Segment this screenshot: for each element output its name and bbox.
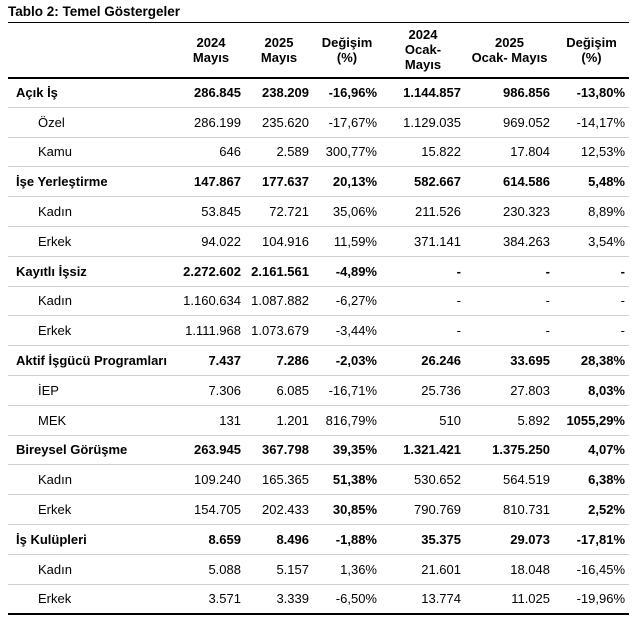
row-label: Kadın	[8, 465, 177, 495]
table-cell: -	[381, 256, 465, 286]
table-cell: 810.731	[465, 495, 554, 525]
table-caption: Tablo 2: Temel Göstergeler	[8, 4, 181, 19]
table-row-sub	[8, 375, 629, 405]
table-cell: -	[554, 256, 629, 286]
table-cell: 1.321.421	[381, 435, 465, 465]
row-label: Aktif İşgücü Programları	[8, 346, 177, 376]
header-row	[8, 23, 629, 78]
table-row-sub	[8, 495, 629, 525]
table-cell: 300,77%	[313, 137, 381, 167]
table-cell: 51,38%	[313, 465, 381, 495]
table-cell: 12,53%	[554, 137, 629, 167]
table-cell: 1.144.857	[381, 78, 465, 108]
table-cell: 1.087.882	[245, 286, 313, 316]
table-cell: -14,17%	[554, 107, 629, 137]
row-label: Kadın	[8, 554, 177, 584]
table-cell: 25.736	[381, 375, 465, 405]
row-label: İş Kulüpleri	[8, 524, 177, 554]
row-label: Erkek	[8, 316, 177, 346]
row-label: Erkek	[8, 584, 177, 614]
table-cell: 53.845	[177, 197, 245, 227]
table-cell: 11,59%	[313, 226, 381, 256]
table-cell: 7.306	[177, 375, 245, 405]
header-cell: 2025 Ocak- Mayıs	[465, 23, 554, 78]
table-cell: 11.025	[465, 584, 554, 614]
table-cell: 1.201	[245, 405, 313, 435]
table-cell: -2,03%	[313, 346, 381, 376]
table-cell: -13,80%	[554, 78, 629, 108]
table-cell: 614.586	[465, 167, 554, 197]
table-row-group	[8, 256, 629, 286]
row-label: Kamu	[8, 137, 177, 167]
table-cell: 1.073.679	[245, 316, 313, 346]
table-cell: 816,79%	[313, 405, 381, 435]
table-cell: 2.589	[245, 137, 313, 167]
table-cell: 530.652	[381, 465, 465, 495]
table-row-sub	[8, 465, 629, 495]
table-body	[8, 78, 629, 614]
row-label: Özel	[8, 107, 177, 137]
table-cell: 177.637	[245, 167, 313, 197]
table-row-sub	[8, 554, 629, 584]
table-cell: 7.286	[245, 346, 313, 376]
table-cell: -	[554, 316, 629, 346]
table-cell: 147.867	[177, 167, 245, 197]
table-cell: 3.571	[177, 584, 245, 614]
table-cell: 371.141	[381, 226, 465, 256]
table-cell: 131	[177, 405, 245, 435]
table-cell: 17.804	[465, 137, 554, 167]
row-label: Açık İş	[8, 78, 177, 108]
row-label: Kadın	[8, 286, 177, 316]
header-cell: Değişim (%)	[554, 23, 629, 78]
table-cell: 211.526	[381, 197, 465, 227]
table-cell: 15.822	[381, 137, 465, 167]
table-cell: 1055,29%	[554, 405, 629, 435]
header-cell: 2024 Mayıs	[177, 23, 245, 78]
table-cell: -17,67%	[313, 107, 381, 137]
table-cell: 21.601	[381, 554, 465, 584]
table-cell: 286.199	[177, 107, 245, 137]
table-cell: -16,71%	[313, 375, 381, 405]
table-cell: 30,85%	[313, 495, 381, 525]
table-cell: 790.769	[381, 495, 465, 525]
table-cell: 564.519	[465, 465, 554, 495]
table-cell: 286.845	[177, 78, 245, 108]
table-cell: 263.945	[177, 435, 245, 465]
table-row-sub	[8, 137, 629, 167]
table-cell: 27.803	[465, 375, 554, 405]
table-row-group	[8, 167, 629, 197]
table-row-group	[8, 435, 629, 465]
table-cell: 6,38%	[554, 465, 629, 495]
row-label: Kayıtlı İşsiz	[8, 256, 177, 286]
table-cell: 202.433	[245, 495, 313, 525]
table-cell: 1.160.634	[177, 286, 245, 316]
table-cell: 26.246	[381, 346, 465, 376]
table-row-group	[8, 346, 629, 376]
table-cell: 104.916	[245, 226, 313, 256]
table-cell: 2,52%	[554, 495, 629, 525]
table-cell: 646	[177, 137, 245, 167]
table-row-sub	[8, 286, 629, 316]
header-cell: 2025 Mayıs	[245, 23, 313, 78]
table-cell: -	[465, 256, 554, 286]
table-row-sub	[8, 226, 629, 256]
table-cell: 154.705	[177, 495, 245, 525]
table-cell: -	[465, 286, 554, 316]
table-cell: 20,13%	[313, 167, 381, 197]
table-cell: 5,48%	[554, 167, 629, 197]
table-cell: 582.667	[381, 167, 465, 197]
table-cell: -19,96%	[554, 584, 629, 614]
table-cell: 13.774	[381, 584, 465, 614]
table-cell: 28,38%	[554, 346, 629, 376]
table-row-sub	[8, 197, 629, 227]
header-cell: 2024 Ocak- Mayıs	[381, 23, 465, 78]
row-label: MEK	[8, 405, 177, 435]
table-cell: 29.073	[465, 524, 554, 554]
table-cell: -16,45%	[554, 554, 629, 584]
table-cell: 3.339	[245, 584, 313, 614]
table-cell: 4,07%	[554, 435, 629, 465]
row-label: İEP	[8, 375, 177, 405]
table-cell: -	[465, 316, 554, 346]
table-cell: -1,88%	[313, 524, 381, 554]
table-cell: -	[554, 286, 629, 316]
table-cell: 969.052	[465, 107, 554, 137]
table-row-sub	[8, 405, 629, 435]
table-row-sub	[8, 316, 629, 346]
table-cell: 230.323	[465, 197, 554, 227]
table-row-group	[8, 78, 629, 108]
row-label: Kadın	[8, 197, 177, 227]
header-cell: Değişim (%)	[313, 23, 381, 78]
table-cell: 3,54%	[554, 226, 629, 256]
table-cell: 109.240	[177, 465, 245, 495]
table-cell: 8.659	[177, 524, 245, 554]
table-cell: 235.620	[245, 107, 313, 137]
table-cell: 94.022	[177, 226, 245, 256]
row-label: Bireysel Görüşme	[8, 435, 177, 465]
row-label: İşe Yerleştirme	[8, 167, 177, 197]
table-cell: 5.892	[465, 405, 554, 435]
table-cell: 18.048	[465, 554, 554, 584]
table-cell: 238.209	[245, 78, 313, 108]
table-cell: 1.129.035	[381, 107, 465, 137]
table-cell: 510	[381, 405, 465, 435]
table-cell: -16,96%	[313, 78, 381, 108]
header-cell	[8, 23, 177, 78]
table-cell: 7.437	[177, 346, 245, 376]
table-cell: 39,35%	[313, 435, 381, 465]
table-row-group	[8, 524, 629, 554]
table-cell: 8.496	[245, 524, 313, 554]
table-cell: 35,06%	[313, 197, 381, 227]
table-cell: 8,03%	[554, 375, 629, 405]
row-label: Erkek	[8, 226, 177, 256]
table-cell: -17,81%	[554, 524, 629, 554]
table-cell: -4,89%	[313, 256, 381, 286]
table-row-sub	[8, 584, 629, 614]
table-cell: 384.263	[465, 226, 554, 256]
table-cell: 33.695	[465, 346, 554, 376]
table-cell: 2.161.561	[245, 256, 313, 286]
table-cell: 35.375	[381, 524, 465, 554]
table-cell: 1.111.968	[177, 316, 245, 346]
table-cell: -	[381, 286, 465, 316]
row-label: Erkek	[8, 495, 177, 525]
table-cell: 8,89%	[554, 197, 629, 227]
table-cell: -3,44%	[313, 316, 381, 346]
table-cell: -	[381, 316, 465, 346]
table-cell: 6.085	[245, 375, 313, 405]
table-cell: 5.157	[245, 554, 313, 584]
table-cell: 165.365	[245, 465, 313, 495]
table-row-sub	[8, 107, 629, 137]
table-cell: -6,27%	[313, 286, 381, 316]
indicators-table	[8, 22, 629, 615]
table-cell: 1,36%	[313, 554, 381, 584]
table-cell: 367.798	[245, 435, 313, 465]
table-cell: 2.272.602	[177, 256, 245, 286]
table-cell: 1.375.250	[465, 435, 554, 465]
table-cell: 5.088	[177, 554, 245, 584]
table-cell: -6,50%	[313, 584, 381, 614]
table-cell: 72.721	[245, 197, 313, 227]
table-cell: 986.856	[465, 78, 554, 108]
